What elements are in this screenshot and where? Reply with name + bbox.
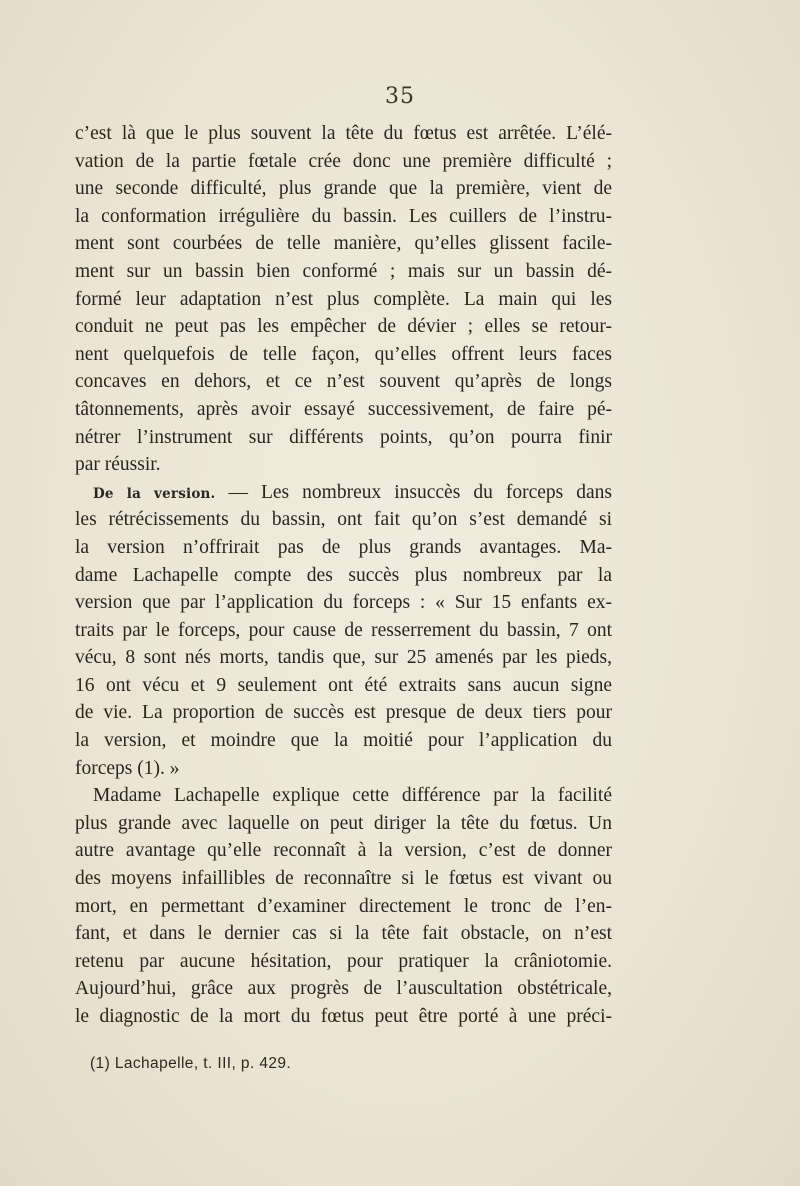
text-line: traits par le forceps, pour cause de resserrement du bassin, 7 ont	[75, 619, 612, 641]
section-heading: De la version.	[93, 485, 216, 502]
text-line: version que par l’application du forceps : « Sur 15 enfants ex-	[75, 592, 612, 614]
text-line: vécu, 8 sont nés morts, tandis que, sur 25 amenés par les pieds,	[75, 647, 612, 669]
text-line: forceps (1). »	[75, 757, 180, 779]
text-line: c’est là que le plus souvent la tête du fœtus est arrêtée. L’élé-	[75, 123, 612, 144]
text-line: retenu par aucune hésitation, pour pratiquer la crâniotomie.	[75, 950, 612, 972]
text-line: le diagnostic de la mort du fœtus peut être porté à une préci-	[75, 1006, 612, 1027]
text-line: fant, et dans le dernier cas si la tête fait obstacle, on n’est	[75, 923, 612, 945]
text-line: nent quelquefois de telle façon, qu’elles offrent leurs faces	[75, 343, 612, 365]
text-line: autre avantage qu’elle reconnaît à la version, c’est de donner	[75, 840, 612, 862]
text-line: tâtonnements, après avoir essayé successivement, de faire pé-	[75, 398, 612, 420]
text-line: la version, et moindre que la moitié pour l’application du	[75, 730, 612, 752]
text-line: dame Lachapelle compte des succès plus nombreux par la	[75, 564, 612, 586]
text-line: vation de la partie fœtale crée donc une première difficulté ;	[75, 150, 612, 172]
text-line: Madame Lachapelle explique cette différence par la facilité	[93, 785, 612, 807]
text-line: des moyens infaillibles de reconnaître si le fœtus est vivant ou	[75, 868, 612, 890]
text-line: la version n’offrirait pas de plus grands avantages. Ma-	[75, 536, 612, 558]
text-line: Aujourd’hui, grâce aux progrès de l’auscultation obstétricale,	[75, 978, 612, 1000]
text-line: nétrer l’instrument sur différents points, qu’on pourra finir	[75, 426, 612, 448]
text-line: mort, en permettant d’examiner directement le tronc de l’en-	[75, 895, 612, 917]
body-text	[75, 120, 612, 1031]
text-line: plus grande avec laquelle on peut diriger la tête du fœtus. Un	[75, 812, 612, 834]
text-line: une seconde difficulté, plus grande que la première, vient de	[75, 178, 612, 200]
text-line: concaves en dehors, et ce n’est souvent qu’après de longs	[75, 371, 612, 393]
text-line: 16 ont vécu et 9 seulement ont été extraits sans aucun signe	[75, 674, 612, 696]
text-line: la conformation irrégulière du bassin. Les cuillers de l’instru-	[75, 205, 612, 227]
section-first-line	[75, 479, 612, 507]
footnote: (1) Lachapelle, t. III, p. 429.	[90, 1055, 292, 1072]
text-line: les rétrécissements du bassin, ont fait qu’on s’est demandé si	[75, 509, 612, 531]
text-line: ment sur un bassin bien conformé ; mais sur un bassin dé-	[75, 260, 612, 282]
page-number: 35	[385, 84, 415, 109]
section-first-line-text: — Les nombreux insuccès du forceps dans	[215, 481, 612, 503]
text-line: conduit ne peut pas les empêcher de dévier ; elles se retour-	[75, 316, 612, 338]
text-line: par réussir.	[75, 454, 161, 476]
text-line: de vie. La proportion de succès est presque de deux tiers pour	[75, 702, 612, 724]
text-line: ment sont courbées de telle manière, qu’elles glissent facile-	[75, 233, 612, 255]
text-line: formé leur adaptation n’est plus complète. La main qui les	[75, 288, 612, 310]
